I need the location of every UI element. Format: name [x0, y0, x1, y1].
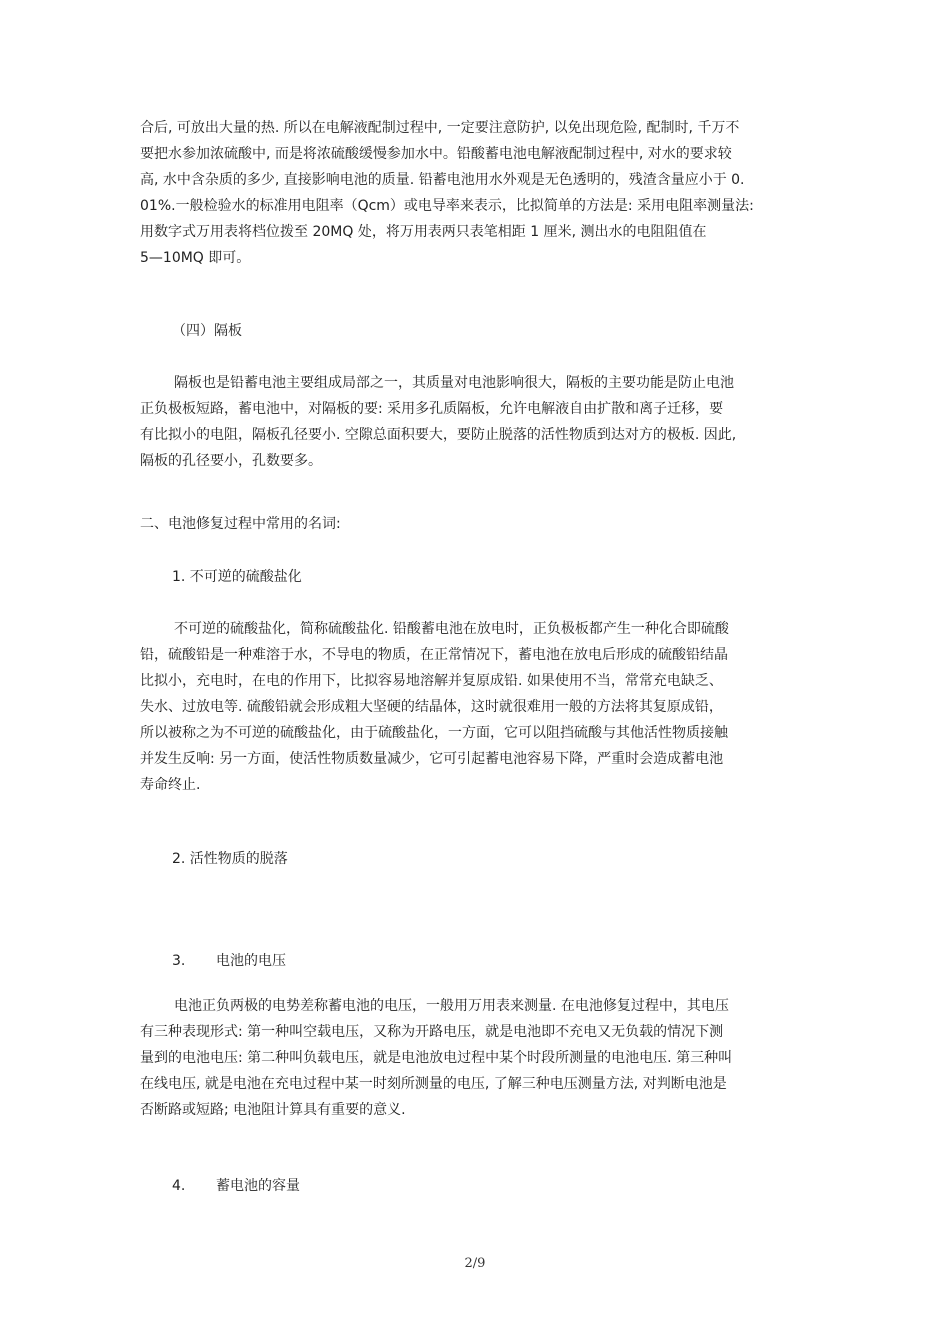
paragraph-separator: [140, 370, 830, 474]
text-line: 合后, 可放出大量的热. 所以在电解液配制过程中, 一定要注意防护, 以免出现危险, 配制时, 千万不: [140, 120, 740, 136]
text-line: 否断路或短路; 电池阻计算具有重要的意义.: [140, 1102, 406, 1118]
text-line: 有比拟小的电阻，隔板孔径要小. 空隙总面积要大，要防止脱落的活性物质到达对方的极板. 因此,: [140, 427, 737, 443]
heading-item-4-number: 4.: [172, 1178, 186, 1194]
text-line: 寿命终止.: [140, 777, 201, 793]
page-number: 2/9: [464, 1256, 486, 1271]
text-line: 所以被称之为不可逆的硫酸盐化，由于硫酸盐化，一方面，它可以阻挡硫酸与其他活性物质接触: [140, 725, 728, 741]
paragraph-electrolyte: [140, 115, 830, 271]
text-line: 5—10MQ 即可。: [140, 250, 251, 266]
text-line: 用数字式万用表将档位拨至 20MQ 处，将万用表两只表笔相距 1 厘米, 测出水的电阻阻值在: [140, 224, 707, 240]
heading-item-3-number: 3.: [172, 953, 186, 969]
paragraph-sulfation: [140, 616, 830, 798]
text-line: 电池正负两极的电势差称蓄电池的电压，一般用万用表来测量. 在电池修复过程中，其电压: [174, 998, 729, 1014]
text-line: 有三种表现形式: 第一种叫空载电压，又称为开路电压，就是电池即不充电又无负载的情况下测: [140, 1024, 724, 1040]
text-line: 正负极板短路，蓄电池中，对隔板的要: 采用多孔质隔板，允许电解液自由扩散和离子迁移，要: [140, 401, 724, 417]
text-line: 不可逆的硫酸盐化，简称硫酸盐化. 铅酸蓄电池在放电时，正负极板都产生一种化合即硫酸: [174, 621, 729, 637]
paragraph-voltage: [140, 993, 830, 1123]
heading-section-2: 二、电池修复过程中常用的名词:: [140, 516, 341, 532]
text-line: 隔板也是铅蓄电池主要组成局部之一，其质量对电池影响很大，隔板的主要功能是防止电池: [174, 375, 734, 391]
heading-item-1: 1. 不可逆的硫酸盐化: [172, 569, 302, 585]
text-line: 隔板的孔径要小，孔数要多。: [140, 453, 322, 469]
text-line: 量到的电池电压: 第二种叫负载电压，就是电池放电过程中某个时段所测量的电池电压. 第三种叫: [140, 1050, 733, 1066]
heading-item-3: 电池的电压: [216, 953, 286, 969]
text-line: 比拟小，充电时，在电的作用下，比拟容易地溶解并复原成铅. 如果使用不当，常常充电缺乏、: [140, 673, 723, 689]
text-line: 在线电压, 就是电池在充电过程中某一时刻所测量的电压, 了解三种电压测量方法, 对判断电池是: [140, 1076, 727, 1092]
text-line: 铅，硫酸铅是一种难溶于水，不导电的物质，在正常情况下，蓄电池在放电后形成的硫酸铅结晶: [140, 647, 728, 663]
heading-separator: （四）隔板: [172, 323, 242, 339]
heading-item-2: 2. 活性物质的脱落: [172, 851, 288, 867]
text-line: 高, 水中含杂质的多少, 直接影响电池的质量. 铅蓄电池用水外观是无色透明的，残渣含量应小于 0.: [140, 172, 745, 188]
text-line: 并发生反响: 另一方面，使活性物质数量减少，它可引起蓄电池容易下降，严重时会造成蓄电池: [140, 751, 724, 767]
text-line: 01%.一般检验水的标准用电阻率（Qcm）或电导率来表示，比拟简单的方法是: 采用电阻率测量法:: [140, 198, 754, 214]
text-line: 要把水参加浓硫酸中, 而是将浓硫酸缓慢参加水中。铅酸蓄电池电解液配制过程中, 对水的要求较: [140, 146, 732, 162]
heading-item-4: 蓄电池的容量: [216, 1178, 300, 1194]
text-line: 失水、过放电等. 硫酸铅就会形成粗大坚硬的结晶体，这时就很难用一般的方法将其复原成铅，: [140, 699, 723, 715]
